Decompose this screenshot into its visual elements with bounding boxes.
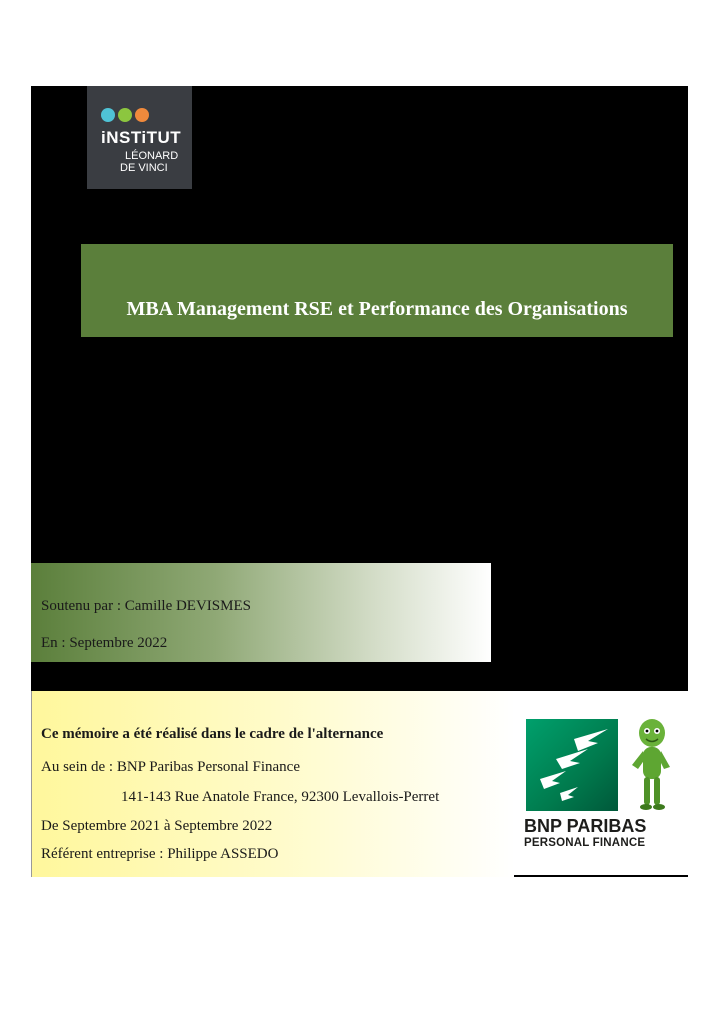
logo-line-2: LÉONARD [125, 150, 179, 162]
bnp-name: BNP PARIBAS [524, 816, 647, 836]
stars-logo-icon [526, 719, 618, 811]
date-line: En : Septembre 2022 [41, 635, 168, 651]
info-company: Au sein de : BNP Paribas Personal Finance [41, 759, 300, 775]
author-line: Soutenu par : Camille DEVISMES [41, 598, 251, 614]
institut-leonard-de-vinci-logo [87, 86, 192, 189]
logo-line-1: iNSTiTUT [101, 128, 182, 147]
bnp-paribas-logo [514, 691, 688, 877]
info-heading: Ce mémoire a été réalisé dans le cadre de l'alternance [41, 726, 384, 742]
internship-info-block [31, 691, 515, 877]
document-title: MBA Management RSE et Performance des Organisations [126, 298, 628, 320]
info-period: De Septembre 2021 à Septembre 2022 [41, 818, 273, 834]
bnp-subtitle: PERSONAL FINANCE [524, 837, 646, 849]
logo-line-3: DE VINCI [120, 162, 168, 174]
info-address: 141-143 Rue Anatole France, 92300 Levallois-Perret [121, 789, 440, 805]
title-band [81, 244, 673, 337]
info-referent: Référent entreprise : Philippe ASSEDO [41, 846, 279, 862]
logo-dots-icon [101, 108, 152, 127]
author-band [31, 563, 491, 662]
bnp-underline [514, 875, 688, 877]
green-mascot-icon [626, 717, 674, 813]
